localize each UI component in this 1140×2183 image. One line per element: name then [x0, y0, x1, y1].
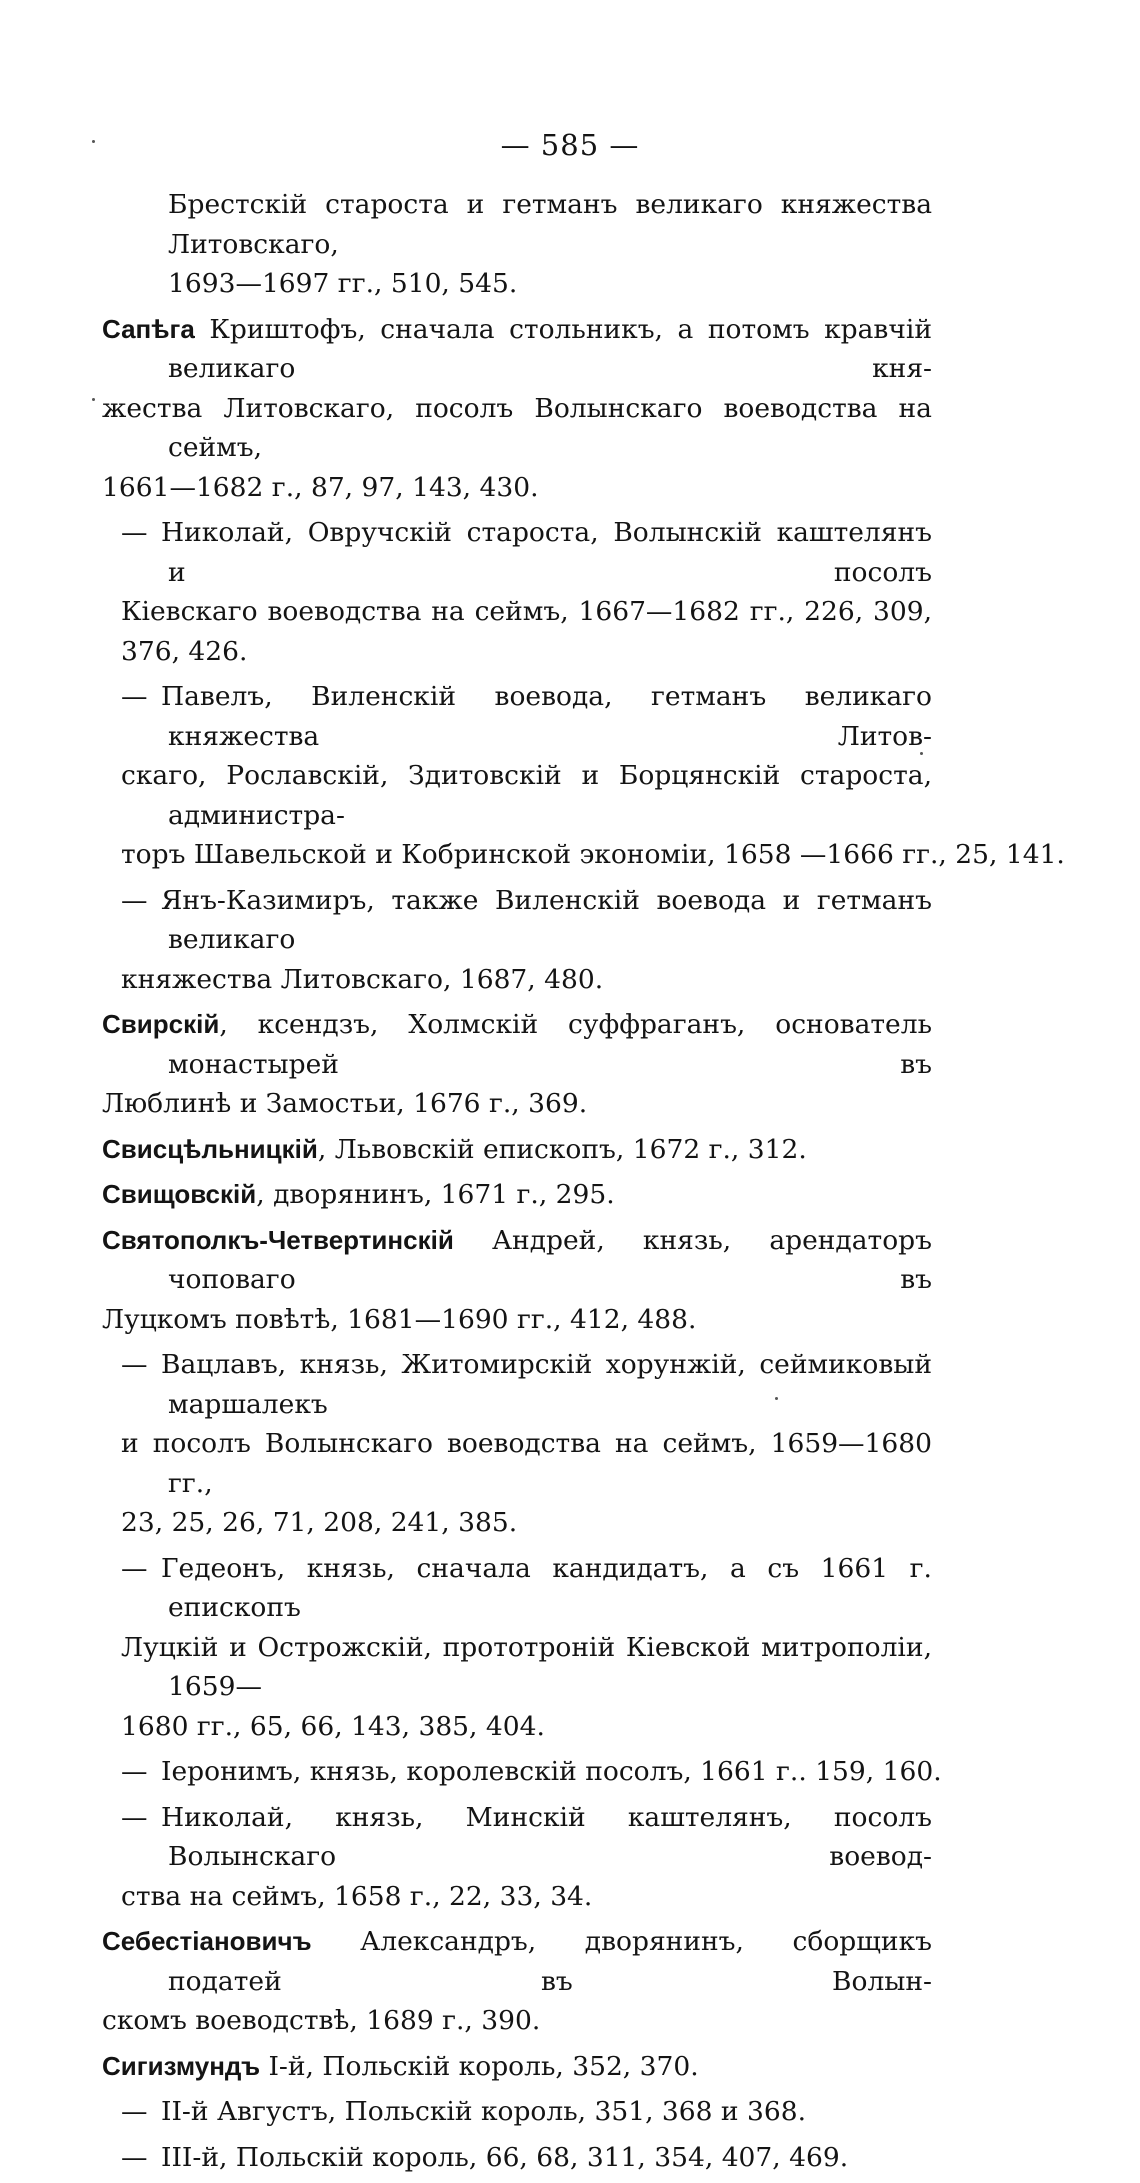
entry-line: [121, 2092, 932, 2132]
entry-text: скомъ воеводствѣ, 1689 г., 390.: [102, 2005, 541, 2036]
entry-line: [121, 960, 932, 1000]
scan-speck: [920, 752, 923, 755]
page-number: — 585 —: [500, 128, 640, 162]
entry-line: [121, 1628, 932, 1707]
index-subentry: [102, 1752, 942, 1792]
entry-headword: Свищовскій: [102, 1179, 257, 1209]
entry-text: II-й Августъ, Польскій король, 351, 368 и 368.: [161, 2096, 807, 2127]
entry-text: Криштофъ, сначала стольникъ, а потомъ кравчій великаго кня-: [168, 313, 932, 384]
entry-line: [121, 1752, 942, 1792]
entry-text: Николай, князь, Минскій каштелянъ, посолъ Волынскаго воевод-: [161, 1801, 932, 1872]
entry-dash: —: [121, 517, 148, 548]
entry-text: 23, 25, 26, 71, 208, 241, 385.: [121, 1507, 518, 1538]
entry-text: торъ Шавельской и Кобринской экономіи, 1658 —1666 гг., 25, 141.: [121, 839, 1065, 870]
entry-text: 1680 гг., 65, 66, 143, 385, 404.: [121, 1710, 545, 1742]
entry-text: Николай, Овручскій староста, Волынскій каштелянъ и посолъ: [161, 517, 932, 588]
entry-text: I-й, Польскій король, 352, 370.: [260, 2050, 699, 2082]
index-entry: [102, 310, 932, 508]
entry-line: [102, 1130, 932, 1170]
entry-line: [121, 1707, 932, 1747]
index-entry: [102, 1005, 932, 1124]
entry-line: [102, 2001, 932, 2041]
entry-dash: —: [121, 2096, 148, 2127]
entry-line: [121, 881, 932, 960]
entry-headword: Свисцѣльницкій: [102, 1133, 318, 1164]
entry-text: Андрей, князь, арендаторъ чоповаго въ: [168, 1224, 932, 1295]
scan-speck: [92, 140, 95, 143]
entry-line: [102, 2047, 932, 2087]
entry-line: [121, 1345, 932, 1424]
entry-line: [102, 1300, 932, 1340]
index-entries: [102, 185, 1065, 2183]
entry-line: [102, 389, 932, 468]
index-subentry: [102, 1549, 932, 1747]
entry-line: [121, 1549, 932, 1628]
entry-text: Луцкій и Острожскій, прототроній Кіевской митрополіи, 1659—: [121, 1631, 932, 1702]
entry-line: [121, 756, 932, 835]
index-entry-continuation: [102, 185, 932, 304]
entry-line: [102, 1084, 932, 1124]
entry-text: Гедеонъ, князь, сначала кандидатъ, а съ 1661 г. епископъ: [161, 1552, 932, 1623]
entry-line: [168, 264, 932, 304]
entry-line: [102, 1922, 932, 2001]
index-subentry: [102, 881, 932, 1000]
index-entry: [102, 1221, 932, 1340]
index-entry: [102, 1130, 932, 1170]
entry-text: III-й, Польскій король, 66, 68, 311, 354, 407, 469.: [161, 2141, 849, 2173]
index-entry: [102, 1922, 932, 2041]
entry-text: Луцкомъ повѣтѣ, 1681—1690 гг., 412, 488.: [102, 1303, 697, 1335]
entry-line: [121, 632, 932, 672]
entry-headword: Сигизмундъ: [102, 2050, 261, 2081]
entry-text: княжества Литовскаго, 1687, 480.: [121, 963, 604, 995]
entry-text: Іеронимъ, князь, королевскій посолъ, 1661 г.. 159, 160.: [161, 1756, 942, 1787]
entry-text: жества Литовскаго, посолъ Волынскаго воеводства на сеймъ,: [102, 392, 932, 463]
entry-text: 376, 426.: [121, 635, 248, 667]
entry-text: 1693—1697 гг., 510, 545.: [168, 268, 518, 299]
entry-line: [121, 835, 1065, 875]
entry-dash: —: [121, 1801, 148, 1833]
index-subentry: [102, 2092, 932, 2132]
entry-headword: Себестіановичъ: [102, 1926, 312, 1956]
entry-line: [102, 1175, 932, 1215]
entry-line: [121, 677, 932, 756]
entry-dash: —: [121, 1349, 148, 1380]
entry-text: Кіевскаго воеводства на сеймъ, 1667—1682 гг., 226, 309,: [121, 596, 932, 627]
entry-line: [121, 1503, 932, 1543]
index-subentry: [102, 2138, 932, 2178]
entry-text: Павелъ, Виленскій воевода, гетманъ великаго княжества Литов-: [161, 681, 932, 752]
entry-text: 1661—1682 г., 87, 97, 143, 430.: [102, 471, 539, 503]
entry-line: [121, 592, 932, 632]
entry-text: Александръ, дворянинъ, сборщикъ податей въ Волын-: [168, 1926, 932, 1997]
entry-text: , ксендзъ, Холмскій суффраганъ, основатель монастырей въ: [168, 1009, 932, 1080]
entry-headword: Святополкъ-Четвертинскій: [102, 1224, 454, 1255]
index-entry: [102, 2047, 932, 2087]
entry-line: [121, 513, 932, 592]
entry-text: ства на сеймъ, 1658 г., 22, 33, 34.: [121, 1880, 593, 1912]
entry-text: и посолъ Волынскаго воеводства на сеймъ, 1659—1680 гг.,: [121, 1428, 932, 1499]
entry-dash: —: [121, 681, 148, 712]
entry-headword: Сапѣга: [102, 313, 195, 344]
entry-dash: —: [121, 1756, 148, 1787]
index-entry: [102, 1175, 932, 1215]
index-subentry: [102, 677, 1065, 875]
entry-text: Люблинѣ и Замостьи, 1676 г., 369.: [102, 1088, 588, 1119]
entry-line: [121, 2138, 932, 2178]
entry-line: [102, 310, 932, 389]
entry-headword: Свирскій: [102, 1009, 220, 1039]
entry-text: Брестскій староста и гетманъ великаго княжества Литовскаго,: [168, 189, 932, 260]
entry-line: [121, 1424, 932, 1503]
entry-line: [121, 1798, 932, 1877]
entry-line: [102, 1221, 932, 1300]
scan-speck: [775, 1397, 778, 1400]
scan-speck: [92, 398, 95, 401]
index-subentry: [102, 1345, 932, 1543]
entry-dash: —: [121, 1552, 148, 1584]
entry-text: , дворянинъ, 1671 г., 295.: [256, 1179, 615, 1210]
entry-text: Янъ-Казимиръ, также Виленскій воевода и гетманъ великаго: [161, 884, 932, 955]
index-subentry: [102, 513, 932, 671]
entry-line: [121, 1877, 932, 1917]
entry-line: [102, 468, 932, 508]
entry-dash: —: [121, 2141, 148, 2173]
entry-line: [102, 1005, 932, 1084]
entry-text: Вацлавъ, князь, Житомирскій хорунжій, сеймиковый маршалекъ: [161, 1349, 932, 1420]
entry-line: [168, 185, 932, 264]
entry-text: , Львовскій епископъ, 1672 г., 312.: [317, 1133, 807, 1165]
index-subentry: [102, 1798, 932, 1917]
entry-text: скаго, Рославскій, Здитовскій и Борцянскій староста, администра-: [121, 760, 932, 831]
entry-dash: —: [121, 884, 148, 916]
